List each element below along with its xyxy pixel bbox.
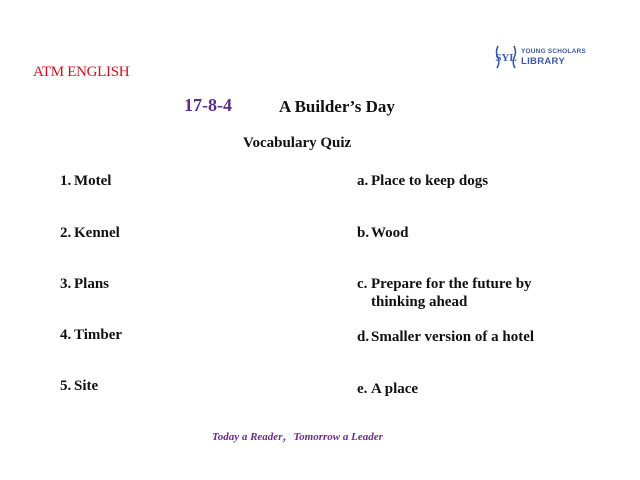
definition-text: A place [371, 381, 419, 397]
definition-item-a [357, 172, 488, 190]
logo-line-2: LIBRARY [521, 56, 565, 67]
definition-item-d [357, 328, 534, 346]
word-item-2 [60, 224, 120, 242]
word-item-5 [60, 377, 98, 395]
word-item-4 [60, 326, 122, 344]
definition-letter: e. [357, 381, 368, 397]
word-number: 4. [60, 327, 72, 343]
definition-letter: c. [357, 276, 368, 292]
lesson-code: 17-8-4 [184, 95, 232, 115]
word-text: Plans [74, 276, 110, 292]
definition-text: Smaller version of a hotel [371, 329, 535, 345]
syl-monogram-icon [494, 44, 518, 70]
definition-letter: b. [357, 225, 370, 241]
word-item-3 [60, 275, 109, 293]
word-text: Motel [74, 173, 112, 189]
library-logo [494, 44, 586, 70]
definition-item-e [357, 380, 418, 398]
definition-text: Wood [371, 225, 409, 241]
quiz-title: Vocabulary Quiz [243, 135, 352, 151]
definition-letter: d. [357, 329, 370, 345]
word-text: Timber [74, 327, 123, 343]
word-text: Site [74, 378, 99, 394]
word-number: 1. [60, 173, 72, 189]
word-number: 2. [60, 225, 72, 241]
logo-text [521, 47, 586, 67]
definition-item-b [357, 224, 409, 242]
definition-item-c [357, 275, 571, 311]
logo-line-1: YOUNG SCHOLARS [521, 48, 586, 55]
svg-text:SYL: SYL [495, 52, 517, 64]
definition-text: Place to keep dogs [371, 173, 489, 189]
word-item-1 [60, 172, 111, 190]
footer-motto: Today a Reader，Tomorrow a Leader [212, 431, 383, 443]
word-text: Kennel [74, 225, 120, 241]
word-number: 3. [60, 276, 72, 292]
definition-letter: a. [357, 173, 369, 189]
brand-name: ATM ENGLISH [33, 64, 130, 80]
word-number: 5. [60, 378, 72, 394]
definition-text: Prepare for the future by thinking ahead [371, 276, 532, 310]
lesson-title: A Builder’s Day [279, 97, 395, 116]
